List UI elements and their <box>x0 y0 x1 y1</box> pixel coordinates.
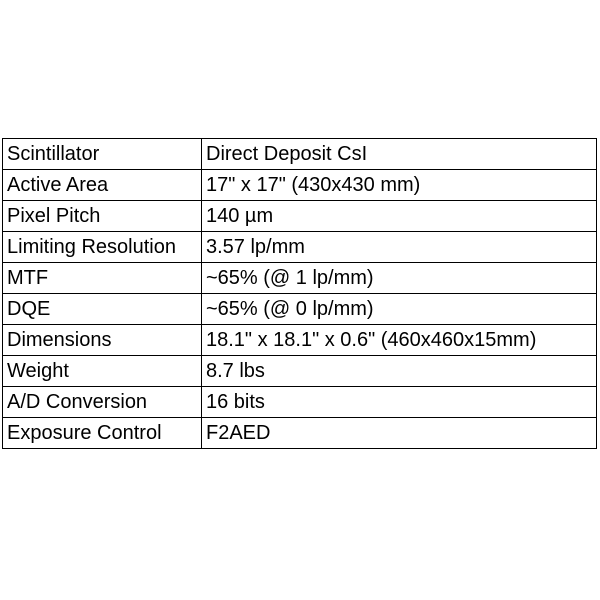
row-value-pixel-pitch: 140 µm <box>202 201 597 232</box>
row-value-weight: 8.7 lbs <box>202 356 597 387</box>
table-row <box>3 201 597 232</box>
specifications-table <box>2 138 597 449</box>
row-value-ad-conversion: 16 bits <box>202 387 597 418</box>
row-label-weight: Weight <box>3 356 202 387</box>
row-label-ad-conversion: A/D Conversion <box>3 387 202 418</box>
row-label-dqe: DQE <box>3 294 202 325</box>
row-label-dimensions: Dimensions <box>3 325 202 356</box>
row-label-scintillator: Scintillator <box>3 139 202 170</box>
table-row <box>3 387 597 418</box>
row-value-dimensions: 18.1" x 18.1" x 0.6" (460x460x15mm) <box>202 325 597 356</box>
row-value-dqe: ~65% (@ 0 lp/mm) <box>202 294 597 325</box>
table-row <box>3 356 597 387</box>
table-row <box>3 170 597 201</box>
row-value-mtf: ~65% (@ 1 lp/mm) <box>202 263 597 294</box>
table-row <box>3 232 597 263</box>
row-label-active-area: Active Area <box>3 170 202 201</box>
row-label-limiting-resolution: Limiting Resolution <box>3 232 202 263</box>
row-value-scintillator: Direct Deposit CsI <box>202 139 597 170</box>
row-value-limiting-resolution: 3.57 lp/mm <box>202 232 597 263</box>
row-label-exposure-control: Exposure Control <box>3 418 202 449</box>
row-label-pixel-pitch: Pixel Pitch <box>3 201 202 232</box>
row-value-exposure-control: F2AED <box>202 418 597 449</box>
table-row <box>3 325 597 356</box>
table-row <box>3 418 597 449</box>
table-row <box>3 294 597 325</box>
row-label-mtf: MTF <box>3 263 202 294</box>
row-value-active-area: 17" x 17" (430x430 mm) <box>202 170 597 201</box>
table-row <box>3 263 597 294</box>
table-row <box>3 139 597 170</box>
